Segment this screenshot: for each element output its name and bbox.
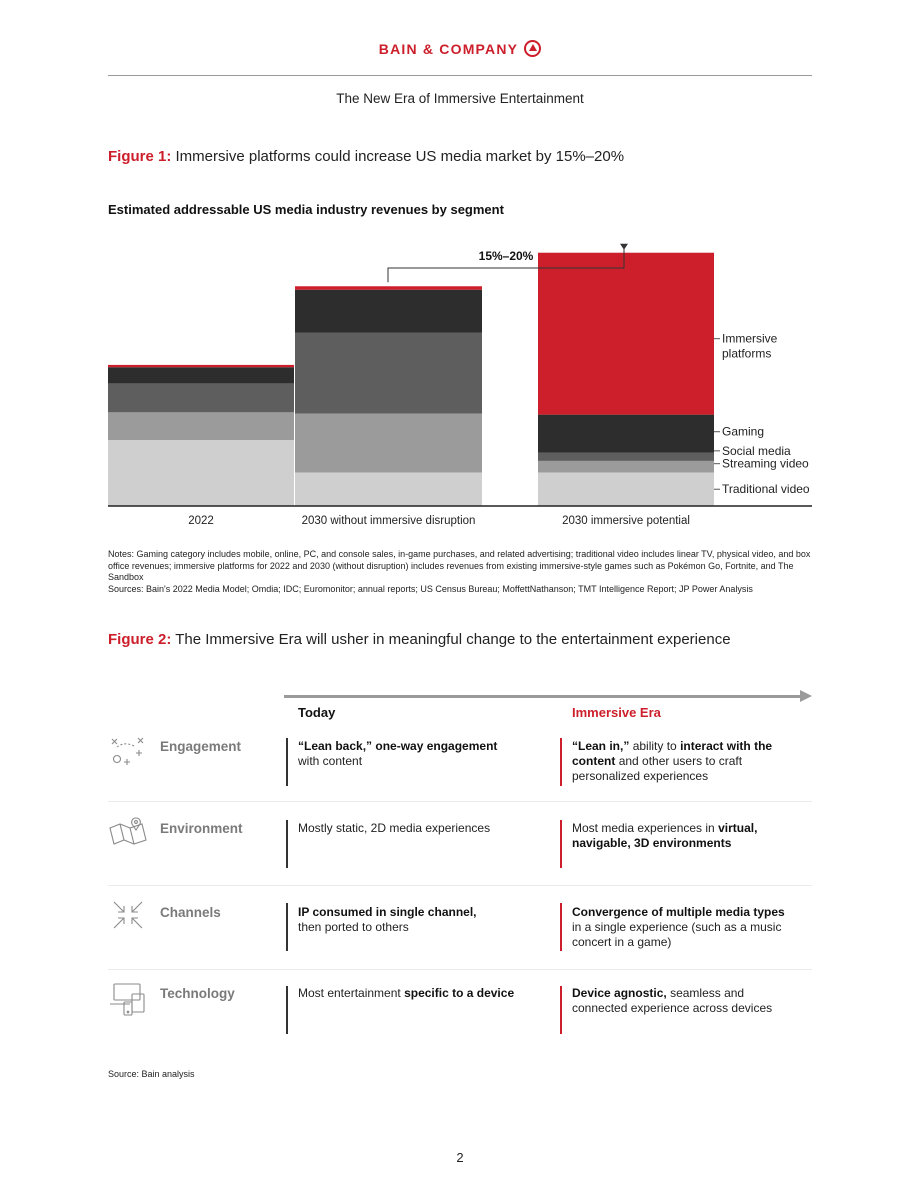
bar-segment-gaming [108,367,294,383]
bar-segment-immersive-platforms [538,253,714,415]
bar-segment-social-media [538,453,714,461]
bar-segment-immersive-platforms [295,286,482,289]
environment-today-text: Mostly static, 2D media experiences [298,821,491,835]
document-title: The New Era of Immersive Entertainment [336,91,584,106]
legend-label: Traditional video [722,482,810,497]
bar-segment-streaming-video [538,461,714,473]
legend-label: platforms [722,346,772,361]
engagement-today-rest: with content [298,754,363,768]
channels-today-rest: then ported to others [298,920,409,934]
technology-today-text [298,986,548,1001]
channels-immersive-text [572,905,802,950]
today-divider [286,903,288,951]
row-label-channels: Channels [160,905,221,920]
technology-immersive-text [572,986,802,1016]
environment-imm-rest-1: Most media experiences in [572,821,715,835]
row-separator [108,801,812,802]
header-divider [108,75,812,76]
figure-2-label: Figure 2: [108,631,172,648]
immersive-divider [560,820,562,868]
environment-immersive-text [572,821,802,851]
legend-label: Social media [722,443,791,458]
bar-segment-gaming [538,415,714,453]
channels-today-text [298,905,548,935]
x-axis-label: 2030 immersive potential [562,515,690,527]
row-label-engagement: Engagement [160,739,242,754]
figure-2-title [108,631,731,648]
engagement-imm-bold-1: “Lean in,” [572,739,630,753]
bar-segment-streaming-video [108,412,294,440]
chart-title: Estimated addressable US media industry revenues by segment [108,202,504,217]
engagement-imm-bold-2: interact with the content [572,739,773,768]
figure-1-notes [108,549,818,595]
sources-text: Sources: Bain's 2022 Media Model; Omdia; IDC; Euromonitor; annual reports; US Census Bureau; MoffettNathanson; TMT Intelligence Report; JP Power Analysis [108,583,753,594]
figure-1-label: Figure 1: [108,148,172,165]
bar-segment-traditional-video [108,440,294,506]
environment-imm-bold-2: virtual, navigable, 3D environments [572,821,758,850]
figure-1-caption: Immersive platforms could increase US media market by 15%–20% [175,148,625,165]
channels-today-bold: IP consumed in single channel, [298,905,477,919]
bar-segment-gaming [295,290,482,333]
timeline-arrow-line [284,695,802,698]
column-header-today: Today [298,705,336,720]
engagement-imm-rest-1: ability to [632,739,677,753]
channels-imm-rest-1: in a single experience (such as a music concert in a game) [572,920,782,949]
bar-segment-streaming-video [295,413,482,472]
bain-logo [0,40,920,57]
bar-segment-traditional-video [538,472,714,506]
timeline-arrow-icon [800,690,812,702]
row-separator [108,885,812,886]
annotation-label: 15%–20% [478,249,534,263]
today-divider [286,820,288,868]
technology-today-rest: Most entertainment [298,986,401,1000]
bar-segment-traditional-video [295,472,482,506]
engagement-today-text [298,739,548,769]
today-divider [286,738,288,786]
bar-segment-social-media [108,383,294,412]
x-axis-label: 2022 [188,515,214,527]
row-label-technology: Technology [160,986,235,1001]
converging-arrows-icon [108,898,148,932]
logo-text: BAIN & COMPANY [378,41,519,57]
engagement-immersive-text [572,739,802,784]
immersive-divider [560,986,562,1034]
channels-imm-bold-1: Convergence of multiple media types [572,905,785,919]
technology-imm-bold-1: Device agnostic, [572,986,667,1000]
scatter-plot-icon [108,735,148,769]
figure-2-caption: The Immersive Era will usher in meaningful change to the entertainment experience [175,631,731,648]
figure-2-source: Source: Bain analysis [108,1069,195,1079]
technology-today-bold: specific to a device [404,986,515,1000]
row-separator [108,969,812,970]
notes-text: Notes: Gaming category includes mobile, online, PC, and console sales, in-game purchases, and related advertising; traditional video includes linear TV, physical video, and box office revenues; immersive platforms for 2022 and 2030 (without disruption) includes revenues from existing immersive-style games such as Pokémon Go, Fortnite, and The Sandbox [108,549,811,582]
column-header-immersive-era: Immersive Era [572,705,661,720]
engagement-today-bold: “Lean back,” one-way engagement [298,739,498,753]
legend-label: Gaming [722,424,765,439]
bar-segment-immersive-platforms [108,365,294,367]
compass-logo-icon [524,40,541,57]
technology-imm-rest-1: seamless and connected experience across devices [572,986,773,1015]
bar-segment-social-media [295,333,482,414]
x-axis-label: 2030 without immersive disruption [301,515,476,527]
engagement-imm-rest-2: and other users to craft personalized experiences [572,754,743,783]
row-label-environment: Environment [160,821,243,836]
page-number: 2 [456,1150,464,1165]
legend-label: Streaming video [722,456,809,471]
immersive-divider [560,903,562,951]
map-pin-icon [108,814,148,848]
legend-label: Immersive [722,331,778,346]
immersive-divider [560,738,562,786]
figure-1-title [108,148,624,165]
today-divider [286,986,288,1034]
stacked-bar-chart [0,240,920,540]
devices-icon [108,982,148,1016]
annotation-arrow-icon [620,244,628,250]
